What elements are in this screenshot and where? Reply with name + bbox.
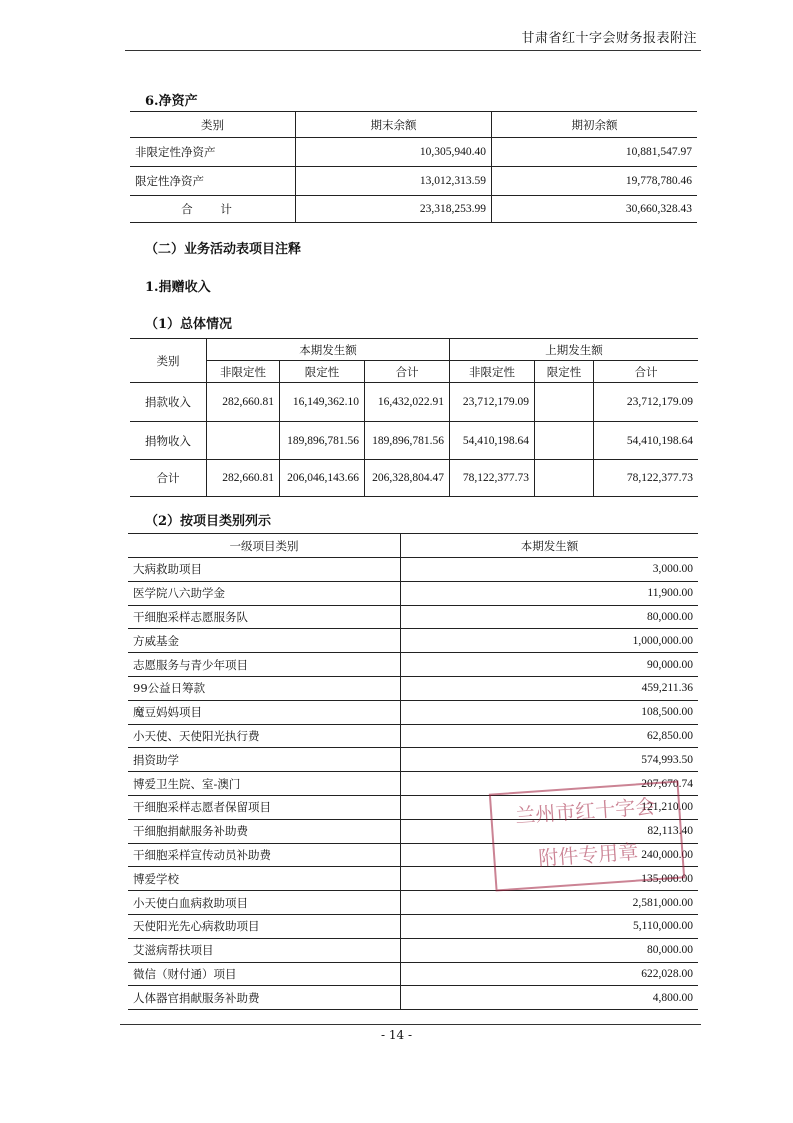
row-label: 捐款收入 bbox=[130, 383, 207, 422]
project-category-label: 干细胞采样宣传动员补助费 bbox=[128, 843, 401, 867]
cell-value: 189,896,781.56 bbox=[365, 422, 450, 460]
project-category-label: 人体器官捐献服务补助费 bbox=[128, 986, 401, 1010]
row-label: 捐物收入 bbox=[130, 422, 207, 460]
cell-value: 23,318,253.99 bbox=[296, 196, 492, 223]
table-row bbox=[130, 383, 698, 422]
project-amount: 1,000,000.00 bbox=[401, 629, 699, 653]
project-category-label: 小天使白血病救助项目 bbox=[128, 891, 401, 915]
project-category-label: 博爱卫生院、室-澳门 bbox=[128, 772, 401, 796]
table-row bbox=[128, 986, 698, 1010]
table-row bbox=[128, 629, 698, 653]
column-header: 非限定性 bbox=[450, 361, 535, 383]
project-category-label: 医学院八六助学金 bbox=[128, 581, 401, 605]
cell-value: 78,122,377.73 bbox=[594, 460, 699, 497]
cell-value: 16,149,362.10 bbox=[280, 383, 365, 422]
project-amount: 108,500.00 bbox=[401, 700, 699, 724]
cell-value: 54,410,198.64 bbox=[450, 422, 535, 460]
project-amount: 90,000.00 bbox=[401, 653, 699, 677]
row-label: 非限定性净资产 bbox=[130, 138, 296, 167]
project-category-label: 大病救助项目 bbox=[128, 558, 401, 582]
net-assets-table bbox=[130, 111, 697, 223]
cell-value: 16,432,022.91 bbox=[365, 383, 450, 422]
table-row bbox=[128, 581, 698, 605]
table-header-row bbox=[130, 112, 697, 138]
cell-value: 23,712,179.09 bbox=[450, 383, 535, 422]
donation-income-heading: 1.捐赠收入 bbox=[145, 280, 211, 295]
cell-value: 13,012,313.59 bbox=[296, 167, 492, 196]
table-row bbox=[128, 605, 698, 629]
overall-heading: （1）总体情况 bbox=[145, 317, 233, 332]
column-header: 本期发生额 bbox=[401, 534, 699, 558]
project-amount: 62,850.00 bbox=[401, 724, 699, 748]
table-row bbox=[128, 724, 698, 748]
cell-value bbox=[535, 422, 594, 460]
project-amount: 240,000.00 bbox=[401, 843, 699, 867]
project-category-label: 干细胞采样志愿服务队 bbox=[128, 605, 401, 629]
project-rows bbox=[128, 558, 698, 1010]
project-category-label: 小天使、天使阳光执行费 bbox=[128, 724, 401, 748]
business-activity-heading: （二）业务活动表项目注释 bbox=[145, 242, 302, 257]
project-category-label: 方威基金 bbox=[128, 629, 401, 653]
column-header: 类别 bbox=[130, 112, 296, 138]
table-row bbox=[128, 653, 698, 677]
project-amount: 80,000.00 bbox=[401, 938, 699, 962]
column-header: 期初余额 bbox=[492, 112, 698, 138]
project-amount: 574,993.50 bbox=[401, 748, 699, 772]
cell-value: 282,660.81 bbox=[207, 383, 280, 422]
column-header: 合计 bbox=[365, 361, 450, 383]
stamp-line: 兰州市红十字会 bbox=[514, 794, 656, 828]
donation-overall-table bbox=[130, 338, 698, 497]
project-category-label: 干细胞采样志愿者保留项目 bbox=[128, 795, 401, 819]
column-header: 期末余额 bbox=[296, 112, 492, 138]
cell-value: 282,660.81 bbox=[207, 460, 280, 497]
project-amount: 82,113.40 bbox=[401, 819, 699, 843]
table-row bbox=[128, 676, 698, 700]
cell-value: 189,896,781.56 bbox=[280, 422, 365, 460]
table-row bbox=[128, 914, 698, 938]
project-amount: 5,110,000.00 bbox=[401, 914, 699, 938]
cell-value: 10,305,940.40 bbox=[296, 138, 492, 167]
column-header: 合计 bbox=[594, 361, 699, 383]
table-row bbox=[128, 891, 698, 915]
project-amount: 622,028.00 bbox=[401, 962, 699, 986]
cell-value: 206,328,804.47 bbox=[365, 460, 450, 497]
cell-value bbox=[535, 383, 594, 422]
table-row bbox=[130, 422, 698, 460]
cell-value bbox=[207, 422, 280, 460]
column-group-header: 本期发生额 bbox=[207, 339, 450, 361]
project-amount: 11,900.00 bbox=[401, 581, 699, 605]
cell-value: 54,410,198.64 bbox=[594, 422, 699, 460]
project-category-label: 艾滋病帮扶项目 bbox=[128, 938, 401, 962]
project-amount: 2,581,000.00 bbox=[401, 891, 699, 915]
project-category-label: 博爱学校 bbox=[128, 867, 401, 891]
project-category-label: 天使阳光先心病救助项目 bbox=[128, 914, 401, 938]
project-amount: 459,211.36 bbox=[401, 676, 699, 700]
table-header-row bbox=[128, 534, 698, 558]
project-category-label: 志愿服务与青少年项目 bbox=[128, 653, 401, 677]
cell-value: 206,046,143.66 bbox=[280, 460, 365, 497]
table-header-row bbox=[130, 361, 698, 383]
cell-value: 23,712,179.09 bbox=[594, 383, 699, 422]
table-row bbox=[128, 938, 698, 962]
project-amount: 80,000.00 bbox=[401, 605, 699, 629]
table-row bbox=[130, 167, 697, 196]
cell-value: 19,778,780.46 bbox=[492, 167, 698, 196]
table-total-row bbox=[130, 460, 698, 497]
cell-value: 78,122,377.73 bbox=[450, 460, 535, 497]
column-header: 限定性 bbox=[535, 361, 594, 383]
table-row bbox=[128, 748, 698, 772]
header-divider bbox=[125, 50, 701, 51]
project-category-label: 魔豆妈妈项目 bbox=[128, 700, 401, 724]
row-label: 合计 bbox=[130, 460, 207, 497]
column-header: 非限定性 bbox=[207, 361, 280, 383]
table-row bbox=[130, 138, 697, 167]
column-header: 限定性 bbox=[280, 361, 365, 383]
project-amount: 4,800.00 bbox=[401, 986, 699, 1010]
column-header: 一级项目类别 bbox=[128, 534, 401, 558]
table-row bbox=[128, 700, 698, 724]
table-row bbox=[128, 558, 698, 582]
cell-value: 30,660,328.43 bbox=[492, 196, 698, 223]
project-category-label: 干细胞捐献服务补助费 bbox=[128, 819, 401, 843]
by-project-table bbox=[128, 533, 698, 1010]
row-label: 合 计 bbox=[130, 196, 296, 223]
column-header: 类别 bbox=[130, 339, 207, 383]
row-label: 限定性净资产 bbox=[130, 167, 296, 196]
footer-divider bbox=[120, 1024, 701, 1025]
stamp-line: 附件专用章 bbox=[537, 839, 640, 871]
table-total-row bbox=[130, 196, 697, 223]
table-row bbox=[128, 962, 698, 986]
document-header-title: 甘肃省红十字会财务报表附注 bbox=[521, 31, 697, 46]
project-category-label: 微信（财付通）项目 bbox=[128, 962, 401, 986]
project-amount: 207,670.74 bbox=[401, 772, 699, 796]
project-amount: 3,000.00 bbox=[401, 558, 699, 582]
cell-value bbox=[535, 460, 594, 497]
project-amount: 135,000.00 bbox=[401, 867, 699, 891]
by-project-heading: （2）按项目类别列示 bbox=[145, 514, 272, 529]
page-number: - 14 - bbox=[380, 1028, 412, 1042]
project-amount: 121,210.00 bbox=[401, 795, 699, 819]
project-category-label: 99公益日筹款 bbox=[128, 676, 401, 700]
column-group-header: 上期发生额 bbox=[450, 339, 699, 361]
net-assets-heading: 6.净资产 bbox=[145, 94, 198, 109]
table-group-header-row bbox=[130, 339, 698, 361]
official-seal-stamp bbox=[489, 780, 685, 891]
cell-value: 10,881,547.97 bbox=[492, 138, 698, 167]
project-category-label: 捐资助学 bbox=[128, 748, 401, 772]
